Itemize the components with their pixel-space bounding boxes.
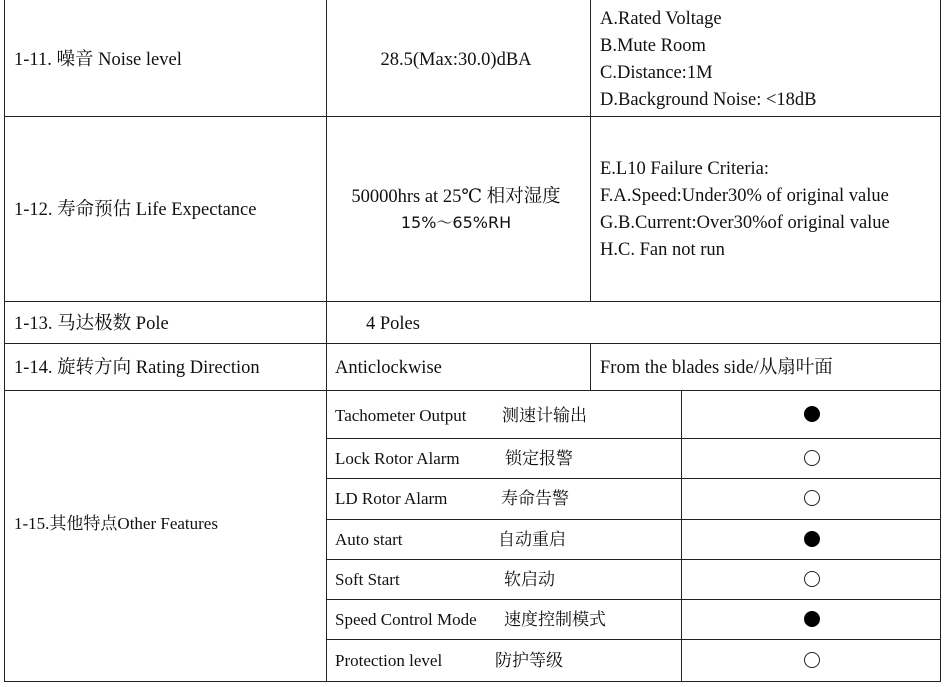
pole-label: 1-13. 马达极数 Pole <box>14 314 169 334</box>
pole-value: 4 Poles <box>366 314 420 334</box>
feature-name: Speed Control Mode <box>335 610 477 629</box>
life-value-line2: 15%～65%RH <box>400 213 512 232</box>
feature-name-cn: 测速计输出 <box>502 406 587 425</box>
column-divider <box>590 0 591 301</box>
life-value-line1: 50000hrs at 25℃ 相对湿度 <box>351 187 561 207</box>
life-condition: F.A.Speed:Under30% of original value <box>600 186 889 206</box>
noise-condition: C.Distance:1M <box>600 63 713 83</box>
row-divider <box>4 343 941 344</box>
noise-condition: A.Rated Voltage <box>600 9 722 29</box>
feature-name-cn: 寿命告警 <box>501 489 569 508</box>
row-divider <box>4 116 941 117</box>
noise-value: 28.5(Max:30.0)dBA <box>380 50 532 70</box>
feature-name: Soft Start <box>335 570 400 589</box>
features-label: 1-15.其他特点Other Features <box>14 514 218 533</box>
filled-circle-icon <box>804 406 820 422</box>
life-condition: H.C. Fan not run <box>600 240 725 260</box>
direction-note: From the blades side/从扇叶面 <box>600 358 833 378</box>
feature-name-cn: 锁定报警 <box>505 449 573 468</box>
feature-divider <box>326 478 941 479</box>
table-right-border <box>940 0 941 682</box>
noise-condition: B.Mute Room <box>600 36 706 56</box>
feature-name: Tachometer Output <box>335 406 467 425</box>
feature-divider <box>326 519 941 520</box>
feature-name: Auto start <box>335 530 403 549</box>
direction-value: Anticlockwise <box>335 358 442 378</box>
filled-circle-icon <box>804 531 820 547</box>
life-condition: G.B.Current:Over30%of original value <box>600 213 890 233</box>
table-left-border <box>4 0 5 682</box>
life-label: 1-12. 寿命预估 Life Expectance <box>14 200 257 220</box>
row-divider <box>4 390 941 391</box>
hollow-circle-icon <box>804 652 820 668</box>
column-divider <box>326 0 327 682</box>
life-condition: E.L10 Failure Criteria: <box>600 159 770 179</box>
table-bottom-border <box>4 681 941 682</box>
feature-divider <box>326 599 941 600</box>
direction-label: 1-14. 旋转方向 Rating Direction <box>14 358 260 378</box>
noise-label: 1-11. 噪音 Noise level <box>14 50 182 70</box>
column-divider <box>681 390 682 682</box>
feature-name-cn: 速度控制模式 <box>504 610 606 629</box>
feature-name-cn: 软启动 <box>504 570 555 589</box>
filled-circle-icon <box>804 611 820 627</box>
feature-name-cn: 自动重启 <box>498 530 566 549</box>
feature-name: LD Rotor Alarm <box>335 489 448 508</box>
feature-divider <box>326 438 941 439</box>
hollow-circle-icon <box>804 490 820 506</box>
feature-divider <box>326 559 941 560</box>
spec-table <box>4 0 941 683</box>
hollow-circle-icon <box>804 450 820 466</box>
hollow-circle-icon <box>804 571 820 587</box>
column-divider <box>590 343 591 390</box>
feature-name: Protection level <box>335 651 443 670</box>
feature-name: Lock Rotor Alarm <box>335 449 460 468</box>
noise-condition: D.Background Noise: <18dB <box>600 90 817 110</box>
row-divider <box>4 301 941 302</box>
feature-name-cn: 防护等级 <box>495 651 563 670</box>
feature-divider <box>326 639 941 640</box>
